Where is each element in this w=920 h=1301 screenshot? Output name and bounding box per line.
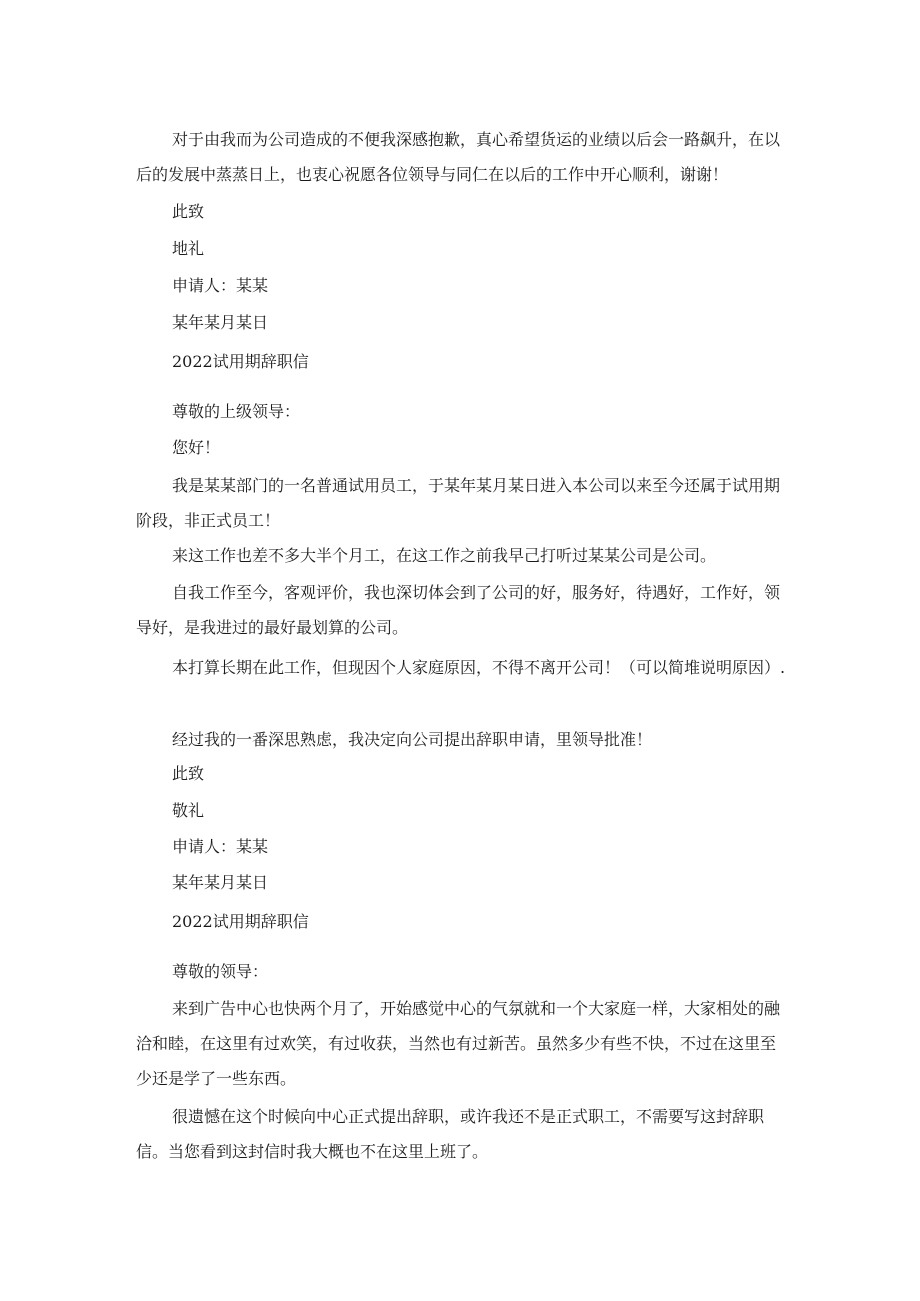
section2-paragraph-5: 经过我的一番深思熟虑，我决定向公司提出辞职申请，里领导批准！ (172, 730, 653, 749)
section1-applicant: 申请人：某某 (172, 276, 269, 295)
section2-title: 2022试用期辞职信 (172, 352, 309, 371)
section1-closing-1: 此致 (172, 202, 205, 221)
section2-closing-1: 此致 (172, 764, 205, 783)
section2-closing-2: 敬礼 (172, 801, 205, 820)
section2-paragraph-2: 来这工作也差不多大半个月工，在这工作之前我早己打听过某某公司是公司。 (172, 546, 717, 565)
section2-paragraph-1: 我是某某部门的一名普通试用员工，于某年某月某日进入本公司以来至今还属于试用期阶段，非正式员工！ (136, 476, 781, 530)
section3-greeting: 尊敬的领导： (172, 962, 269, 981)
section1-date: 某年某月某日 (172, 313, 269, 332)
section3-paragraph-1: 来到广告中心也快两个月了，开始感觉中心的气氛就和一个大家庭一样，大家相处的融洽和睦，在这里有过欢笑，有过收获，当然也有过新苦。虽然多少有些不快，不过在这里至少还是学了一些东西。 (136, 999, 781, 1088)
section1-closing-2: 地礼 (172, 239, 205, 258)
section3-paragraph-2: 很遗憾在这个时候向中心正式提出辞职，或许我还不是正式职工，不需要写这封辞职信。当您看到这封信时我大概也不在这里上班了。 (136, 1107, 765, 1161)
section2-date: 某年某月某日 (172, 873, 269, 892)
section2-paragraph-3: 自我工作至今，客观评价，我也深切体会到了公司的好，服务好，待遇好，工作好，领导好，是我进过的最好最划算的公司。 (136, 583, 781, 637)
section3-title: 2022试用期辞职信 (172, 912, 309, 931)
section1-paragraph: 对于由我而为公司造成的不便我深感抱歉，真心希望货运的业绩以后会一路飙升，在以后的发展中蒸蒸日上，也衷心祝愿各位领导与同仁在以后的工作中开心顺利，谢谢！ (136, 130, 781, 184)
section2-hello: 您好！ (172, 438, 221, 457)
section2-applicant: 申请人：某某 (172, 837, 269, 856)
section2-greeting: 尊敬的上级领导： (172, 402, 301, 421)
section2-paragraph-4: 本打算长期在此工作，但现因个人家庭原因，不得不离开公司！（可以简堆说明原因）. (172, 658, 786, 677)
